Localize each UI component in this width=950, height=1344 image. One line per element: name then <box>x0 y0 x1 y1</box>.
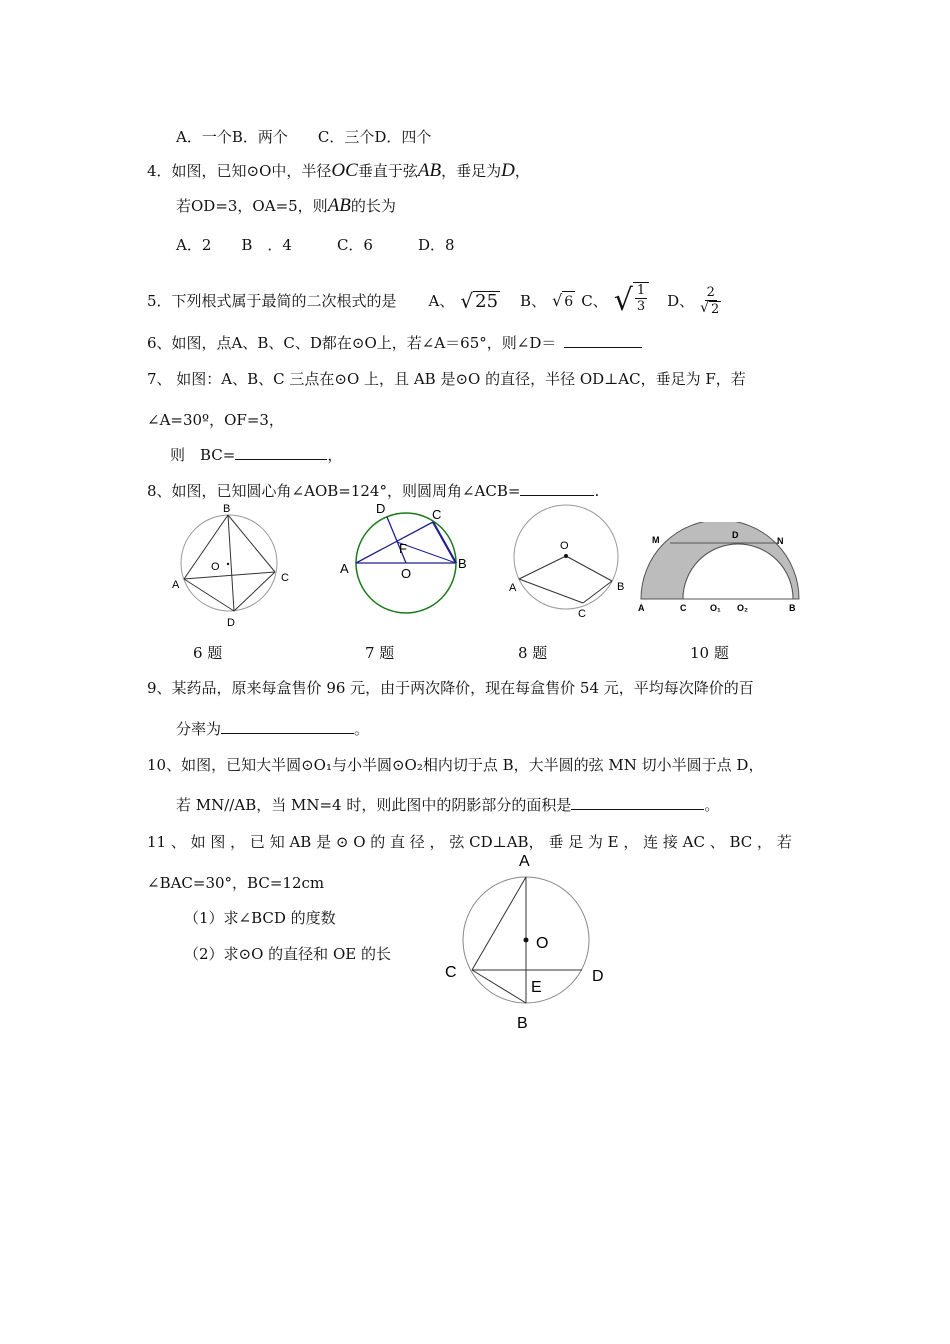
q5-d-den: 2 <box>711 302 720 317</box>
q4-text-c: ，垂足为 <box>441 162 502 180</box>
fig8-radius-oa <box>519 556 566 579</box>
caption-fig7: 7 题 <box>365 644 395 662</box>
fig8-chord-ac <box>519 579 583 603</box>
q5-d-num: 2 <box>706 285 715 300</box>
fig10-label-b: B <box>789 603 796 613</box>
q4-ab: AB <box>417 160 442 181</box>
q7-line2: ∠A=30º，OF=3， <box>147 411 284 429</box>
q8-end: . <box>594 482 600 500</box>
q3-options: A．一个B．两个 C．三个D．四个 <box>176 128 432 146</box>
fig11-label-b: B <box>517 1015 528 1032</box>
q10-line1: 10、如图，已知大半圆⊙O₁与小半圆⊙O₂相内切于点 B，大半圆的弦 MN 切小半圆于点 D， <box>147 756 764 774</box>
q5-line <box>147 279 721 323</box>
caption-fig8: 8 题 <box>518 644 548 662</box>
figure-q6 <box>165 500 300 635</box>
fig8-center-dot <box>564 554 568 558</box>
fig7-label-b: B <box>458 556 467 571</box>
q5-c-num: 1 <box>636 283 646 298</box>
q5-a-sqrt: √ 25 <box>460 288 499 313</box>
fig11-label-a: A <box>519 853 530 870</box>
q9-blank[interactable] <box>221 719 354 734</box>
q4-options: A．2 B ．4 C．6 D．8 <box>176 236 455 254</box>
fig8-label-o: O <box>560 540 569 552</box>
q5-c-den: 3 <box>636 299 646 314</box>
q5-stem: 5．下列根式属于最简的二次根式的是 <box>147 292 397 310</box>
fig11-center-dot <box>524 938 529 943</box>
fig11-label-d: D <box>592 968 604 985</box>
q11-sub1: （1）求∠BCD 的度数 <box>184 909 336 927</box>
fig6-chord-bd <box>228 515 234 611</box>
q7-line1: 7、 如图：A、B、C 三点在⊙O 上，且 AB 是⊙O 的直径，半径 OD⊥AC，垂足为 F，若 <box>147 370 746 388</box>
fig10-label-c: C <box>680 603 687 613</box>
q10-line2 <box>176 795 719 815</box>
fig8-label-a: A <box>509 582 517 594</box>
q5-a-label: A、 <box>428 292 455 310</box>
caption-fig10: 10 题 <box>690 644 729 662</box>
q10-end: 。 <box>704 796 720 814</box>
figure-q10 <box>634 522 809 618</box>
fig8-chord-bc <box>583 581 612 603</box>
fig6-label-c: C <box>281 572 289 584</box>
fig7-chord-ac <box>356 522 433 563</box>
fig10-label-o2: O₂ <box>737 603 748 613</box>
q4-line2 <box>176 196 396 216</box>
fig8-radius-ob <box>566 556 612 581</box>
q4-text-b: 垂直于弦 <box>357 162 418 180</box>
fig6-center-dot <box>227 563 229 565</box>
q4-line2-b: 的长为 <box>350 197 396 215</box>
fig11-chord-ac <box>472 877 526 970</box>
fig8-label-c: C <box>578 608 586 620</box>
fig10-label-d: D <box>732 530 739 540</box>
fig11-chord-bc <box>472 970 526 1003</box>
q6-blank[interactable] <box>564 333 642 348</box>
fig10-label-o1: O₁ <box>710 603 721 613</box>
q8-blank[interactable] <box>520 481 594 496</box>
fig7-label-f: F <box>399 541 407 556</box>
q4-text-a: 4．如图，已知⊙O中，半径 <box>147 162 332 180</box>
fig6-label-a: A <box>172 579 180 591</box>
q7-blank[interactable] <box>235 445 327 460</box>
fig7-label-d: D <box>376 501 386 516</box>
fig7-label-c: C <box>432 507 442 522</box>
fig7-radius-od <box>387 517 406 563</box>
fig6-chord-cd <box>234 572 275 611</box>
fig6-label-b: B <box>223 503 231 515</box>
q4-ab-2: AB <box>327 195 351 216</box>
fig6-label-o: O <box>211 561 220 573</box>
q9-line1: 9、某药品，原来每盒售价 96 元，由于两次降价，现在每盒售价 54 元，平均每次降价的百 <box>147 679 754 697</box>
fig11-label-o: O <box>536 935 549 952</box>
fig10-label-n: N <box>777 536 784 546</box>
q7-comma: ， <box>327 446 343 464</box>
q6-line <box>147 333 642 353</box>
figure-q7 <box>338 500 473 620</box>
q5-d-frac: 2 √ 2 <box>700 285 720 317</box>
q5-b-sqrt: √ 6 <box>552 290 574 310</box>
q11-line1: 11 、 如 图 ， 已 知 AB 是 ⊙ O 的 直 径 ， 弦 CD⊥AB， 垂 足 为 E ， 连 接 AC 、 BC ， 若 <box>147 833 792 851</box>
q7-bc-label: 则 BC= <box>170 446 236 464</box>
q4-line1 <box>147 161 530 181</box>
q4-text-d: ， <box>514 162 530 180</box>
q5-c-label: C、 <box>581 292 608 310</box>
fig8-label-b: B <box>617 581 625 593</box>
q11-line2: ∠BAC=30°，BC=12cm <box>147 874 325 892</box>
q10-label: 若 MN//AB，当 MN=4 时，则此图中的阴影部分的面积是 <box>176 796 572 814</box>
q10-blank[interactable] <box>571 795 704 810</box>
fig10-label-a: A <box>638 603 645 613</box>
q9-label: 分率为 <box>176 720 222 738</box>
figure-q11 <box>440 850 615 1035</box>
fig11-label-e: E <box>531 979 542 996</box>
fig6-chord-ac <box>184 572 275 579</box>
fig7-label-o: O <box>401 566 412 581</box>
fig10-label-m: M <box>652 535 660 545</box>
q9-line2 <box>176 719 369 739</box>
fig7-chord-bc <box>433 522 456 563</box>
q5-a-value: 25 <box>475 290 499 312</box>
q7-line3 <box>170 445 342 465</box>
figure-q8 <box>500 498 635 626</box>
q5-b-value: 6 <box>562 291 575 312</box>
fig11-label-c: C <box>445 964 457 981</box>
q4-line2-a: 若OD=3，OA=5，则 <box>176 197 328 215</box>
q6-text: 6、如图，点A、B、C、D都在⊙O上，若∠A＝65°，则∠D＝ <box>147 334 557 352</box>
q8-text: 8、如图，已知圆心角∠AOB=124°，则圆周角∠ACB= <box>147 482 521 500</box>
q4-oc: OC <box>331 160 358 181</box>
q5-b-label: B、 <box>520 292 547 310</box>
fig6-chord-bc <box>228 515 275 572</box>
q5-c-sqrt: √ $\frac{1}{3}$ <box>614 282 649 320</box>
q5-d-label: D、 <box>667 292 695 310</box>
fig7-label-a: A <box>340 561 349 576</box>
fig6-chord-ab <box>184 515 228 579</box>
q4-d: D <box>501 160 515 181</box>
caption-fig6: 6 题 <box>193 644 223 662</box>
fig6-label-d: D <box>227 617 235 629</box>
q9-end: 。 <box>354 720 370 738</box>
q11-sub2: （2）求⊙O 的直径和 OE 的长 <box>184 945 391 963</box>
